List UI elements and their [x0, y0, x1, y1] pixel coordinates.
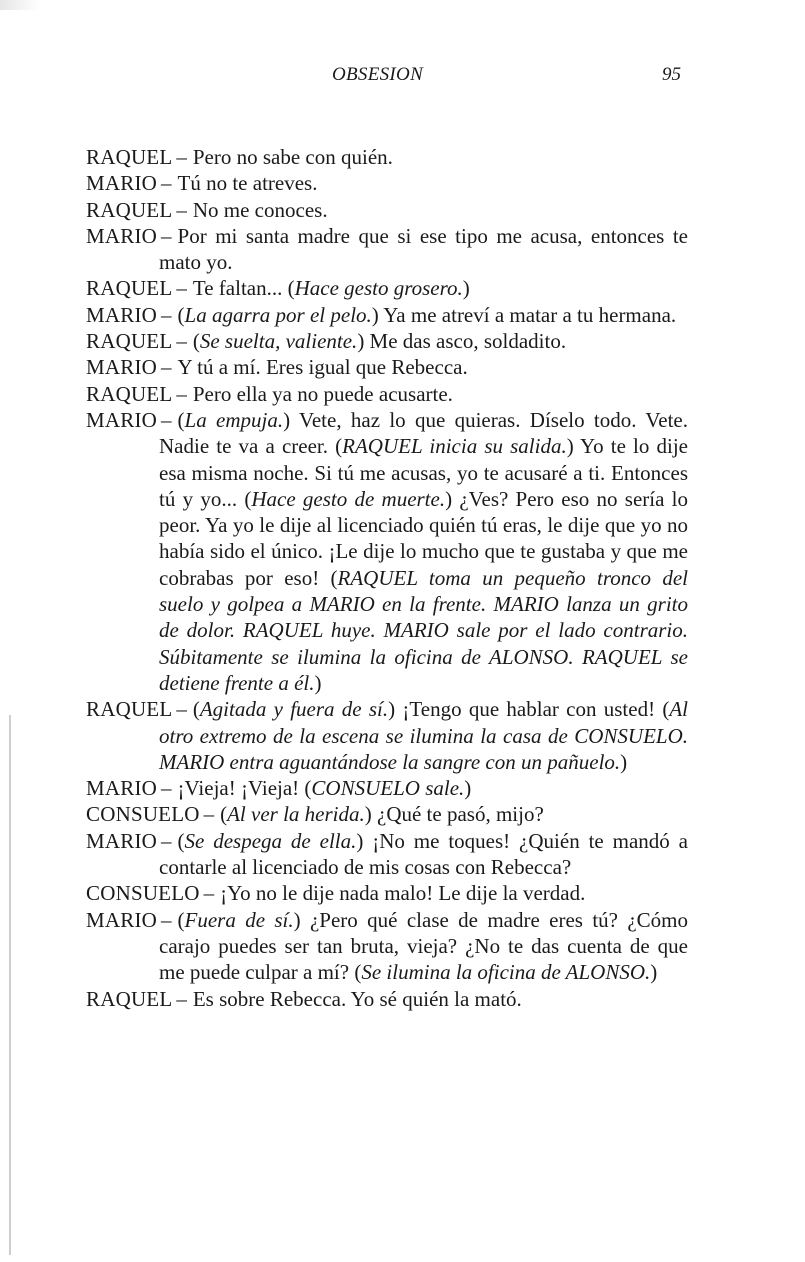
dialogue-text: Pero ella ya no puede acusarte.: [192, 381, 453, 406]
speaker-name: RAQUEL: [86, 697, 173, 722]
dialogue-text: ) ¿Qué te pasó, mijo?: [364, 802, 544, 827]
speaker-name: MARIO: [86, 355, 158, 380]
dialogue-text: (: [220, 802, 228, 827]
speaker-dash: –: [161, 302, 172, 327]
dialogue-text: (: [177, 302, 185, 327]
dialogue-text: ) Yo te lo dije esa misma noche. Si tú me acusas, yo te acusaré a ti. Entonces tú y yo... (: [159, 434, 688, 511]
stage-direction: Se despega de ella.: [184, 828, 357, 853]
dialogue-text: Es sobre Rebecca. Yo sé quién la mató.: [192, 986, 522, 1011]
speaker-dash: –: [176, 276, 187, 301]
speaker-dash: –: [176, 145, 187, 169]
stage-direction: RAQUEL toma un pequeño tronco del suelo y golpea a MARIO en la frente. MARIO lanza un grito de dolor. RAQUEL huye. MARIO sale por el lado contrario. Súbitamente se ilumina la oficina de ALONSO. RAQUEL se detiene frente a él.: [159, 565, 688, 695]
stage-direction: Hace gesto grosero.: [294, 276, 463, 301]
stage-direction: CONSUELO sale.: [311, 776, 465, 801]
stage-direction: Al ver la herida.: [227, 802, 365, 827]
play-dialogue: [86, 144, 688, 1012]
speaker-dash: –: [176, 986, 187, 1011]
stage-direction: Agitada y fuera de sí.: [199, 697, 389, 722]
speaker-dash: –: [203, 802, 215, 827]
speaker-name: MARIO: [86, 223, 158, 248]
speaker-dash: –: [161, 407, 172, 432]
dialogue-text: ) ¡No me toques! ¿Quién te mandó a contarle al licenciado de mis cosas con Rebecca?: [159, 828, 688, 880]
dialogue-text: Por mi santa madre que si ese tipo me acusa, entonces te mato yo.: [159, 223, 688, 275]
dialogue-entry: [86, 801, 688, 827]
dialogue-text: ) Vete, haz lo que quieras. Díselo todo. Vete. Nadie te va a creer. (: [159, 407, 688, 459]
dialogue-text: ): [620, 749, 628, 774]
dialogue-entry: [86, 302, 688, 328]
dialogue-text: ) ¡Tengo que hablar con usted! (: [388, 697, 670, 722]
speaker-name: RAQUEL: [86, 329, 173, 354]
speaker-name: MARIO: [86, 907, 158, 932]
speaker-name: RAQUEL: [86, 145, 173, 169]
dialogue-entry: [86, 275, 688, 301]
dialogue-entry: [86, 354, 688, 380]
dialogue-entry: [86, 197, 688, 223]
scan-corner-shadow: [0, 0, 40, 10]
stage-direction: Se suelta, valiente.: [199, 329, 358, 354]
dialogue-text: ): [650, 960, 658, 985]
speaker-dash: –: [161, 776, 172, 801]
dialogue-text: ¡Vieja! ¡Vieja! (: [177, 776, 312, 801]
speaker-name: RAQUEL: [86, 276, 173, 301]
speaker-dash: –: [161, 828, 172, 853]
speaker-name: RAQUEL: [86, 381, 173, 406]
dialogue-entry: [86, 986, 688, 1012]
dialogue-text: ): [314, 670, 322, 695]
speaker-name: MARIO: [86, 171, 158, 196]
dialogue-entry: [86, 696, 688, 775]
dialogue-entry: [86, 407, 688, 696]
dialogue-text: ): [462, 276, 470, 301]
dialogue-text: Pero no sabe con quién.: [192, 145, 393, 169]
dialogue-text: No me conoces.: [192, 197, 328, 222]
stage-direction: RAQUEL inicia su salida.: [342, 434, 567, 459]
stage-direction: Fuera de sí.: [184, 907, 294, 932]
stage-direction: La agarra por el pelo.: [184, 302, 372, 327]
speaker-name: MARIO: [86, 302, 158, 327]
speaker-dash: –: [161, 355, 172, 380]
speaker-dash: –: [176, 381, 187, 406]
dialogue-text: ) ¿Pero qué clase de madre eres tú? ¿Cómo carajo puedes ser tan bruta, vieja? ¿No te das cuenta de que me puede culpar a mí? (: [159, 907, 689, 985]
dialogue-text: ) ¿Ves? Pero eso no sería lo peor. Ya yo le dije al licenciado quién tú eras, le dije que yo no había sido el único. ¡Le dije lo mucho que te gustaba y que me cobrabas por eso! (: [159, 486, 688, 590]
speaker-dash: –: [161, 907, 172, 932]
speaker-dash: –: [161, 171, 172, 196]
dialogue-text: (: [177, 907, 185, 932]
dialogue-entry: [86, 880, 688, 906]
speaker-name: CONSUELO: [86, 881, 200, 906]
speaker-dash: –: [176, 329, 187, 354]
speaker-name: MARIO: [86, 407, 158, 432]
dialogue-text: (: [177, 828, 185, 853]
dialogue-text: Tú no te atreves.: [177, 171, 318, 196]
dialogue-text: (: [177, 407, 185, 432]
dialogue-entry: [86, 328, 688, 354]
dialogue-text: ¡Yo no le dije nada malo! Le dije la verdad.: [220, 881, 586, 906]
dialogue-entry: [86, 170, 688, 196]
stage-direction: Al otro extremo de la escena se ilumina la casa de CONSUELO. MARIO entra aguantándose la sangre con un pañuelo.: [159, 697, 688, 774]
dialogue-text: (: [192, 697, 200, 722]
speaker-name: RAQUEL: [86, 986, 173, 1011]
dialogue-entry: [86, 775, 688, 801]
stage-direction: Se ilumina la oficina de ALONSO.: [361, 960, 651, 985]
running-header-title: OBSESION: [332, 64, 424, 85]
dialogue-entry: [86, 907, 688, 986]
dialogue-text: ): [464, 776, 472, 801]
speaker-name: RAQUEL: [86, 197, 173, 222]
dialogue-entry: [86, 828, 688, 881]
dialogue-entry: [86, 144, 688, 170]
speaker-name: MARIO: [86, 776, 158, 801]
speaker-dash: –: [176, 697, 187, 722]
speaker-dash: –: [161, 223, 172, 248]
dialogue-text: Y tú a mí. Eres igual que Rebecca.: [177, 355, 468, 380]
dialogue-entry: [86, 223, 688, 276]
dialogue-text: ) Ya me atreví a matar a tu hermana.: [371, 302, 677, 327]
stage-direction: La empuja.: [184, 407, 284, 432]
speaker-dash: –: [176, 197, 187, 222]
speaker-name: CONSUELO: [86, 802, 200, 827]
speaker-name: MARIO: [86, 828, 158, 853]
speaker-dash: –: [203, 881, 215, 906]
dialogue-text: Te faltan... (: [192, 276, 295, 301]
scan-gutter-line: [9, 715, 11, 1255]
stage-direction: Hace gesto de muerte.: [251, 486, 446, 511]
dialogue-entry: [86, 381, 688, 407]
dialogue-text: ) Me das asco, soldadito.: [357, 329, 567, 354]
dialogue-text: (: [192, 329, 200, 354]
page-number: 95: [662, 64, 681, 85]
